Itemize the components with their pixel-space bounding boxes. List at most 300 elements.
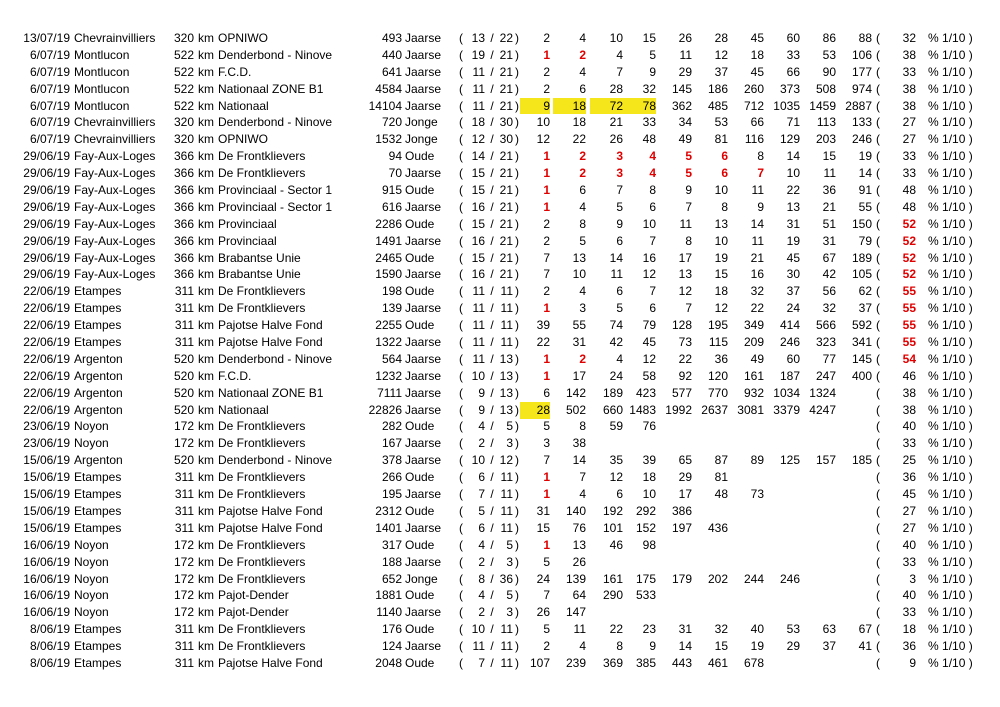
bracket-open: ( [876, 571, 880, 586]
pigeons-placed-cell: 2 [478, 605, 485, 620]
ratio-value: 1/10 [942, 31, 966, 45]
table-row [0, 47, 1000, 64]
place-rank-cell: 92 [678, 368, 692, 383]
place-rank-cell: 246 [851, 132, 872, 147]
bracket-close: ) [515, 183, 519, 198]
pigeons-total-cell: 21 [499, 166, 513, 181]
ratio-cell: % 1/10 ) [928, 622, 973, 637]
place-rank-cell: 7 [616, 183, 623, 198]
pigeons-placed-cell: 19 [471, 47, 485, 62]
club-cell: Denderbond - Ninove [218, 115, 333, 130]
place-rank-cell: 414 [779, 318, 800, 333]
category-cell: Jaarse [405, 402, 442, 417]
place-rank-cell: 89 [750, 453, 764, 468]
pigeons-placed-cell: 6 [478, 470, 485, 485]
bracket-close: ) [515, 318, 519, 333]
place-rank-cell: 770 [707, 385, 728, 400]
distance-cell: 520 [173, 385, 194, 400]
bracket-close: ) [515, 284, 519, 299]
category-cell: Oude [405, 216, 435, 231]
ratio-cell: % 1/10 ) [928, 267, 973, 282]
bracket-open: ( [459, 470, 463, 485]
place-rank-cell: 65 [678, 453, 692, 468]
pigeons-placed-cell: 11 [472, 98, 485, 113]
distance-cell: 311 [174, 487, 194, 502]
entries-cell: 22826 [368, 402, 402, 417]
ratio-value: 1/10 [942, 115, 966, 130]
place-rank-cell: 2 [579, 166, 586, 181]
ratio-value: 1/10 [942, 149, 966, 164]
ratio-value: 1/10 [942, 64, 966, 79]
place-rank-cell: 3 [543, 436, 550, 451]
table-row [0, 266, 1000, 283]
bracket-close: ) [515, 588, 519, 603]
table-row [0, 64, 1000, 81]
table-row [0, 182, 1000, 199]
date-cell: 16/06/19 [23, 554, 70, 569]
ratio-value: 1/10 [942, 335, 966, 350]
bracket-open: ( [459, 301, 463, 316]
percentage-cell: 48 [902, 183, 916, 198]
category-cell: Jonge [405, 132, 438, 147]
slash: / [490, 655, 494, 670]
bracket-open: ( [459, 132, 463, 147]
bracket-close: ) [515, 655, 519, 670]
place-rank-cell: 129 [779, 132, 800, 147]
bracket-close: ) [515, 47, 519, 62]
place-rank-cell: 13 [714, 216, 728, 231]
distance-cell: 520 [173, 351, 194, 366]
entries-cell: 2312 [375, 503, 402, 518]
place-rank-cell: 133 [851, 115, 872, 130]
bracket-close: ) [515, 385, 519, 400]
pigeons-placed-cell: 6 [478, 520, 485, 535]
table-row [0, 655, 1000, 672]
place-rank-cell: 7 [649, 233, 656, 248]
ratio-value: 1/10 [942, 655, 966, 670]
pigeons-placed-cell: 2 [478, 554, 485, 569]
place-rank-cell: 81 [714, 132, 728, 147]
club-cell: Brabantse Unie [218, 250, 301, 265]
place-rank-cell: 74 [609, 318, 623, 333]
pigeons-total-cell: 21 [499, 250, 513, 265]
ratio-value: 1/10 [942, 81, 966, 96]
slash: / [490, 537, 494, 552]
percentage-cell: 33 [902, 64, 916, 79]
place-rank-cell: 76 [572, 520, 586, 535]
ratio-value: 1/10 [942, 639, 966, 654]
category-cell: Jaarse [405, 98, 442, 113]
percentage-cell: 33 [902, 166, 916, 181]
slash: / [490, 284, 494, 299]
ratio-value: 1/10 [942, 554, 966, 569]
bracket-open: ( [459, 368, 463, 383]
category-cell: Oude [405, 470, 435, 485]
pigeons-total-cell: 21 [499, 233, 513, 248]
date-cell: 8/06/19 [29, 639, 70, 654]
percentage-cell: 33 [902, 554, 916, 569]
place-rank-cell: 2 [543, 284, 550, 299]
place-rank-cell: 12 [642, 267, 656, 282]
ratio-cell: % 1/10 ) [928, 335, 973, 350]
bracket-close: ) [515, 81, 519, 96]
slash: / [490, 436, 494, 451]
date-cell: 15/06/19 [23, 503, 70, 518]
place-rank-cell: 5 [685, 166, 692, 181]
category-cell: Oude [405, 503, 435, 518]
place-rank-cell: 14 [786, 149, 800, 164]
place-rank-cell: 37 [858, 301, 872, 316]
ratio-cell: % 1/10 ) [928, 166, 973, 181]
percentage-cell: 27 [902, 115, 916, 130]
place-rank-cell: 120 [707, 368, 728, 383]
place-rank-cell: 11 [679, 216, 692, 231]
club-cell: De Frontklievers [218, 537, 306, 552]
distance-unit-cell: km [198, 571, 214, 586]
bracket-close: ) [515, 335, 519, 350]
slash: / [490, 64, 494, 79]
distance-cell: 311 [174, 284, 194, 299]
place-rank-cell: 179 [671, 571, 692, 586]
place-rank-cell: 55 [858, 199, 872, 214]
ratio-value: 1/10 [942, 520, 966, 535]
pigeons-total-cell: 21 [499, 47, 513, 62]
ratio-value: 1/10 [942, 98, 966, 113]
entries-cell: 2255 [375, 318, 402, 333]
percentage-cell: 25 [902, 453, 916, 468]
table-row [0, 452, 1000, 469]
bracket-open: ( [459, 622, 463, 637]
pigeons-placed-cell: 7 [478, 655, 485, 670]
distance-unit-cell: km [198, 487, 214, 502]
place-rank-cell: 5 [616, 301, 623, 316]
place-rank-cell: 1035 [773, 98, 800, 113]
bracket-open: ( [459, 655, 463, 670]
place-rank-cell: 29 [786, 639, 800, 654]
date-cell: 22/06/19 [23, 385, 70, 400]
bracket-close: ) [515, 216, 519, 231]
pigeons-total-cell: 21 [499, 98, 513, 113]
place-rank-cell: 7 [543, 250, 550, 265]
category-cell: Jonge [405, 115, 438, 130]
place-rank-cell: 45 [642, 335, 656, 350]
place-rank-cell: 31 [822, 233, 836, 248]
ratio-cell: % 1/10 ) [928, 605, 973, 620]
entries-cell: 198 [381, 284, 402, 299]
distance-unit-cell: km [198, 284, 214, 299]
bracket-close: ) [515, 605, 519, 620]
location-cell: Etampes [74, 301, 122, 316]
percentage-cell: 38 [902, 385, 916, 400]
distance-unit-cell: km [198, 233, 214, 248]
bracket-open: ( [876, 267, 880, 282]
date-cell: 6/07/19 [29, 132, 70, 147]
table-row [0, 537, 1000, 554]
category-cell: Jaarse [405, 301, 442, 316]
place-rank-cell: 101 [602, 520, 623, 535]
place-rank-cell: 152 [635, 520, 656, 535]
distance-cell: 366 [173, 216, 194, 231]
bracket-open: ( [876, 81, 880, 96]
date-cell: 22/06/19 [23, 301, 70, 316]
place-rank-cell: 34 [678, 115, 692, 130]
place-rank-cell: 115 [708, 335, 728, 350]
bracket-open: ( [876, 605, 880, 620]
entries-cell: 124 [381, 639, 402, 654]
place-rank-cell: 72 [590, 98, 623, 115]
distance-cell: 311 [174, 503, 194, 518]
place-rank-cell: 11 [751, 233, 764, 248]
bracket-open: ( [459, 335, 463, 350]
place-rank-cell: 9 [649, 639, 656, 654]
bracket-close: ) [515, 166, 519, 181]
percentage-cell: 38 [902, 402, 916, 417]
place-rank-cell: 36 [714, 351, 728, 366]
pigeons-placed-cell: 11 [472, 318, 485, 333]
pigeons-placed-cell: 11 [472, 351, 485, 366]
place-rank-cell: 15 [714, 639, 728, 654]
place-rank-cell: 209 [743, 335, 764, 350]
entries-cell: 4584 [375, 81, 402, 96]
place-rank-cell: 23 [642, 622, 656, 637]
place-rank-cell: 33 [642, 115, 656, 130]
place-rank-cell: 22 [750, 301, 764, 316]
distance-cell: 311 [174, 335, 194, 350]
place-rank-cell: 260 [743, 81, 764, 96]
place-rank-cell: 67 [822, 250, 836, 265]
location-cell: Argenton [74, 385, 123, 400]
date-cell: 8/06/19 [29, 655, 70, 670]
pigeons-total-cell: 13 [499, 385, 513, 400]
bracket-open: ( [459, 199, 463, 214]
date-cell: 23/06/19 [23, 419, 70, 434]
ratio-cell: % 1/10 ) [928, 554, 973, 569]
club-cell: De Frontklievers [218, 554, 306, 569]
ratio-value: 1/10 [942, 199, 966, 214]
date-cell: 29/06/19 [23, 216, 70, 231]
place-rank-cell: 91 [858, 183, 872, 198]
place-rank-cell: 4 [649, 149, 656, 164]
place-rank-cell: 17 [572, 368, 586, 383]
place-rank-cell: 15 [714, 267, 728, 282]
place-rank-cell: 59 [609, 419, 623, 434]
date-cell: 29/06/19 [23, 267, 70, 282]
percentage-cell: 38 [902, 81, 916, 96]
place-rank-cell: 1483 [629, 402, 656, 417]
table-row [0, 283, 1000, 300]
pigeons-placed-cell: 9 [478, 385, 485, 400]
pigeons-placed-cell: 15 [471, 166, 485, 181]
bracket-open: ( [876, 301, 880, 316]
date-cell: 8/06/19 [29, 622, 70, 637]
date-cell: 16/06/19 [23, 588, 70, 603]
place-rank-cell: 98 [642, 537, 656, 552]
place-rank-cell: 66 [786, 64, 800, 79]
date-cell: 15/06/19 [23, 487, 70, 502]
table-row [0, 571, 1000, 588]
pigeons-placed-cell: 16 [471, 267, 485, 282]
place-rank-cell: 2 [579, 351, 586, 366]
bracket-open: ( [459, 402, 463, 417]
table-row [0, 98, 1000, 115]
bracket-close: ) [515, 419, 519, 434]
category-cell: Oude [405, 284, 435, 299]
distance-cell: 320 [173, 132, 194, 147]
slash: / [490, 98, 494, 113]
bracket-open: ( [876, 132, 880, 147]
percentage-cell: 38 [902, 98, 916, 113]
place-rank-cell: 436 [707, 520, 728, 535]
ratio-cell: % 1/10 ) [928, 115, 973, 130]
distance-unit-cell: km [198, 199, 214, 214]
ratio-cell: % 1/10 ) [928, 588, 973, 603]
entries-cell: 167 [381, 436, 402, 451]
club-cell: Pajotse Halve Fond [218, 503, 323, 518]
ratio-value: 1/10 [942, 402, 966, 417]
club-cell: Provinciaal [218, 216, 277, 231]
category-cell: Oude [405, 318, 435, 333]
entries-cell: 7111 [377, 385, 402, 400]
pigeons-total-cell: 11 [500, 503, 513, 518]
location-cell: Etampes [74, 503, 122, 518]
place-rank-cell: 244 [743, 571, 764, 586]
place-rank-cell: 76 [642, 419, 656, 434]
place-rank-cell: 1034 [773, 385, 800, 400]
place-rank-cell: 369 [602, 655, 623, 670]
distance-unit-cell: km [198, 132, 214, 147]
pigeons-placed-cell: 4 [478, 588, 485, 603]
place-rank-cell: 678 [743, 655, 764, 670]
distance-cell: 172 [173, 419, 194, 434]
category-cell: Jaarse [405, 351, 442, 366]
place-rank-cell: 247 [815, 368, 836, 383]
distance-cell: 311 [174, 622, 194, 637]
place-rank-cell: 24 [609, 368, 623, 383]
place-rank-cell: 21 [609, 115, 623, 130]
place-rank-cell: 12 [714, 301, 728, 316]
place-rank-cell: 8 [616, 639, 623, 654]
slash: / [490, 554, 494, 569]
bracket-close: ) [515, 622, 519, 637]
ratio-value: 1/10 [942, 183, 966, 198]
place-rank-cell: 197 [671, 520, 692, 535]
place-rank-cell: 1459 [809, 98, 836, 113]
pigeons-placed-cell: 15 [471, 250, 485, 265]
ratio-value: 1/10 [942, 503, 966, 518]
club-cell: De Frontklievers [218, 571, 306, 586]
place-rank-cell: 24 [536, 571, 550, 586]
place-rank-cell: 79 [858, 233, 872, 248]
ratio-value: 1/10 [942, 301, 966, 316]
entries-cell: 266 [381, 470, 402, 485]
place-rank-cell: 2 [543, 81, 550, 96]
ratio-cell: % 1/10 ) [928, 233, 973, 248]
place-rank-cell: 90 [822, 64, 836, 79]
pigeons-total-cell: 21 [499, 267, 513, 282]
bracket-open: ( [876, 655, 880, 670]
bracket-open: ( [459, 149, 463, 164]
bracket-close: ) [515, 301, 519, 316]
pigeons-total-cell: 21 [499, 183, 513, 198]
club-cell: De Frontklievers [218, 487, 306, 502]
place-rank-cell: 22 [786, 183, 800, 198]
bracket-open: ( [459, 64, 463, 79]
place-rank-cell: 592 [851, 318, 872, 333]
bracket-open: ( [876, 453, 880, 468]
place-rank-cell: 7 [579, 470, 586, 485]
date-cell: 29/06/19 [23, 199, 70, 214]
place-rank-cell: 7 [685, 301, 692, 316]
entries-cell: 2048 [375, 655, 402, 670]
club-cell: Nationaal ZONE B1 [218, 385, 324, 400]
bracket-close: ) [515, 571, 519, 586]
club-cell: Pajotse Halve Fond [218, 520, 323, 535]
table-row [0, 199, 1000, 216]
slash: / [490, 31, 494, 45]
slash: / [490, 588, 494, 603]
place-rank-cell: 6 [721, 149, 728, 164]
pigeons-total-cell: 5 [506, 588, 513, 603]
entries-cell: 94 [388, 149, 402, 164]
table-row [0, 486, 1000, 503]
table-row [0, 81, 1000, 98]
place-rank-cell: 1 [543, 537, 550, 552]
place-rank-cell: 106 [851, 47, 872, 62]
club-cell: Denderbond - Ninove [218, 47, 333, 62]
distance-unit-cell: km [198, 318, 214, 333]
pigeons-placed-cell: 10 [471, 453, 485, 468]
ratio-value: 1/10 [942, 318, 966, 333]
place-rank-cell: 18 [553, 98, 586, 115]
place-rank-cell: 5 [579, 233, 586, 248]
pigeons-placed-cell: 12 [471, 132, 485, 147]
place-rank-cell: 290 [602, 588, 623, 603]
distance-cell: 311 [174, 655, 194, 670]
table-row [0, 216, 1000, 233]
place-rank-cell: 246 [779, 571, 800, 586]
table-row [0, 317, 1000, 334]
place-rank-cell: 1 [543, 368, 550, 383]
location-cell: Montlucon [74, 98, 130, 113]
place-rank-cell: 37 [786, 284, 800, 299]
location-cell: Argenton [74, 351, 123, 366]
place-rank-cell: 10 [609, 31, 623, 45]
place-rank-cell: 2 [579, 47, 586, 62]
ratio-cell: % 1/10 ) [928, 64, 973, 79]
ratio-cell: % 1/10 ) [928, 31, 973, 45]
place-rank-cell: 2 [543, 233, 550, 248]
entries-cell: 915 [381, 183, 402, 198]
place-rank-cell: 22 [572, 132, 586, 147]
ratio-cell: % 1/10 ) [928, 419, 973, 434]
slash: / [490, 520, 494, 535]
distance-cell: 366 [173, 199, 194, 214]
date-cell: 6/07/19 [29, 64, 70, 79]
pigeons-total-cell: 11 [500, 301, 513, 316]
distance-cell: 311 [174, 520, 194, 535]
bracket-open: ( [876, 47, 880, 62]
place-rank-cell: 9 [520, 98, 550, 115]
bracket-open: ( [459, 537, 463, 552]
pigeons-total-cell: 21 [499, 81, 513, 96]
distance-cell: 366 [173, 149, 194, 164]
place-rank-cell: 45 [786, 250, 800, 265]
slash: / [490, 402, 494, 417]
slash: / [490, 351, 494, 366]
location-cell: Argenton [74, 453, 123, 468]
place-rank-cell: 26 [572, 554, 586, 569]
entries-cell: 188 [381, 554, 402, 569]
